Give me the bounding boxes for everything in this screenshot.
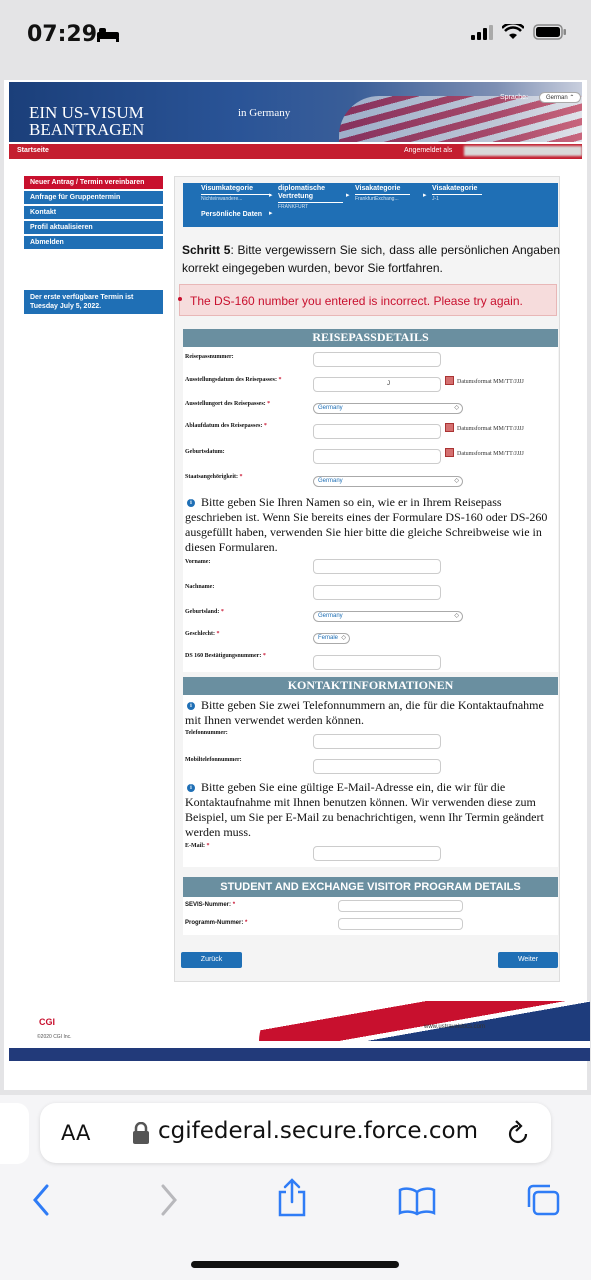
expiry-date-label: Ablaufdatum des Reisepasses: * xyxy=(185,423,267,429)
site-banner xyxy=(9,82,582,142)
first-name-input[interactable] xyxy=(313,559,441,574)
cgi-logo: CGI xyxy=(39,1017,56,1027)
sevis-section xyxy=(183,877,558,935)
step-arrow-icon: ▸ xyxy=(269,210,273,217)
top-nav-bar xyxy=(9,144,582,159)
lock-icon xyxy=(133,1122,149,1144)
reload-icon[interactable] xyxy=(506,1120,530,1146)
sidebar-item-group-appointment[interactable]: Anfrage für Gruppentermin xyxy=(24,191,163,204)
site-footer xyxy=(9,1001,590,1061)
next-button[interactable]: Weiter xyxy=(498,952,558,968)
step-diplomatic-post: diplomatische Vertretung FRANKFURT xyxy=(278,185,343,211)
status-bar xyxy=(0,0,591,72)
last-name-input[interactable] xyxy=(313,585,441,600)
phone-label: Telefonnummer: xyxy=(185,730,228,736)
share-icon[interactable] xyxy=(277,1178,307,1218)
phone-instructions: i Bitte geben Sie zwei Telefonnummern an, die für die Kontaktaufnahme mit Ihnen verwendet werden können. xyxy=(185,698,544,727)
reader-settings-button[interactable]: AA xyxy=(61,1121,91,1145)
email-label: E-Mail: * xyxy=(185,843,210,849)
last-name-label: Nachname: xyxy=(185,584,215,590)
battery-icon xyxy=(533,24,567,40)
ds160-input[interactable] xyxy=(313,655,441,670)
birth-date-input[interactable] xyxy=(313,449,441,464)
sidebar-item-profile[interactable]: Profil aktualisieren xyxy=(24,221,163,234)
sleep-focus-icon xyxy=(96,26,120,42)
email-input[interactable] xyxy=(313,846,441,861)
phone-input[interactable] xyxy=(313,734,441,749)
step-personal-data: Persönliche Daten xyxy=(201,211,263,218)
info-icon: i xyxy=(187,702,195,710)
progress-steps xyxy=(183,183,558,227)
footer-band xyxy=(9,1048,590,1061)
issue-place-select[interactable]: Germany ◇ xyxy=(313,403,463,414)
clock: 07:29 xyxy=(27,22,98,47)
step-arrow-icon: ▸ xyxy=(346,192,350,199)
passport-number-label: Reisepassnummer: xyxy=(185,354,234,360)
gender-label: Geschlecht: * xyxy=(185,631,220,637)
date-format-hint: Datumsformat MM/TT/JJJJ xyxy=(457,379,524,385)
passport-section xyxy=(183,329,558,672)
sidebar-item-contact[interactable]: Kontakt xyxy=(24,206,163,219)
name-instructions: i Bitte geben Sie Ihren Namen so ein, wie er in Ihrem Reisepass geschrieben ist. Wenn Sie bereits eines der Formulare DS-160 oder DS-260 ausgefüllt haben, verwenden Sie hier bitte die gleiche Schreibweise wie in diesen Formularen. xyxy=(185,495,548,554)
sidebar-nav xyxy=(24,176,163,251)
passport-heading: REISEPASSDETAILS xyxy=(183,329,558,347)
date-format-hint: Datumsformat MM/TT/JJJJ xyxy=(457,426,524,432)
issue-date-input[interactable]: J xyxy=(313,377,441,392)
birth-country-label: Geburtsland: * xyxy=(185,609,224,615)
program-number-input[interactable] xyxy=(338,918,463,930)
redacted-username xyxy=(464,146,582,156)
address-bar[interactable] xyxy=(40,1103,551,1163)
sevis-number-input[interactable] xyxy=(338,900,463,912)
forward-icon[interactable] xyxy=(159,1183,179,1217)
main-content xyxy=(174,176,560,982)
step-arrow-icon: ▸ xyxy=(423,192,427,199)
expiry-date-input[interactable] xyxy=(313,424,441,439)
copyright: ©2020 CGI Inc. xyxy=(37,1034,72,1040)
citizenship-label: Staatsangehörigkeit: * xyxy=(185,474,243,480)
step-arrow-icon: ▸ xyxy=(269,192,273,199)
tabs-icon[interactable] xyxy=(525,1183,561,1217)
back-button[interactable]: Zurück xyxy=(181,952,242,968)
calendar-icon[interactable] xyxy=(445,423,454,432)
site-title: EIN US-VISUM BEANTRAGEN xyxy=(29,103,145,139)
language-select[interactable]: German ⌃ xyxy=(539,92,581,103)
previous-tab-card[interactable] xyxy=(0,1103,29,1164)
first-name-label: Vorname: xyxy=(185,559,211,565)
program-number-label: Programm-Nummer: * xyxy=(185,920,248,926)
web-page xyxy=(4,80,587,1090)
mobile-input[interactable] xyxy=(313,759,441,774)
home-link[interactable]: Startseite xyxy=(17,147,49,154)
issue-place-label: Ausstellungort des Reisepasses: * xyxy=(185,401,271,407)
bookmarks-icon[interactable] xyxy=(398,1186,436,1216)
info-icon: i xyxy=(187,784,195,792)
calendar-icon[interactable] xyxy=(445,376,454,385)
birth-date-label: Geburtsdatum: xyxy=(185,449,225,455)
citizenship-select[interactable]: Germany ◇ xyxy=(313,476,463,487)
footer-decoration xyxy=(259,1001,590,1041)
url-text[interactable]: cgifederal.secure.force.com xyxy=(158,1118,479,1144)
cellular-signal-icon xyxy=(471,25,493,40)
birth-country-select[interactable]: Germany ◇ xyxy=(313,611,463,622)
error-message: The DS-160 number you entered is incorrect. Please try again. xyxy=(179,284,557,316)
wifi-icon xyxy=(502,24,524,40)
issue-date-label: Ausstellungsdatum des Reisepasses: * xyxy=(185,377,282,383)
step-visa-class: Visakategorie FrankfurtExchang... xyxy=(355,185,410,203)
step-instructions: Schritt 5: Bitte vergewissern Sie sich, dass alle persönlichen Angaben korrekt eingegeben wurden, bevor Sie fortfahren. xyxy=(182,243,560,275)
date-format-hint: Datumsformat MM/TT/JJJJ xyxy=(457,451,524,457)
contact-section xyxy=(183,677,558,867)
logged-in-label: Angemeldet als xyxy=(404,147,453,154)
gender-select[interactable]: Female ◇ xyxy=(313,633,350,644)
back-icon[interactable] xyxy=(31,1183,51,1217)
ds160-label: DS 160 Bestätigungsnummer: * xyxy=(185,653,266,659)
info-icon: i xyxy=(187,499,195,507)
calendar-icon[interactable] xyxy=(445,448,454,457)
sevis-number-label: SEVIS-Nummer: * xyxy=(185,902,236,908)
sidebar-item-new-application[interactable]: Neuer Antrag / Termin vereinbaren xyxy=(24,176,163,189)
step-visa-type: Visakategorie J-1 xyxy=(432,185,482,203)
email-instructions: i Bitte geben Sie eine gültige E-Mail-Adresse ein, die wir für die Kontaktaufnahme mit Ihnen benutzen können. Wir verwenden diese zum Beispiel, um Sie per E-Mail zu benachrichtigen, wenn Ihr Termin geändert werden muss. xyxy=(185,780,544,839)
home-indicator xyxy=(191,1261,399,1268)
passport-number-input[interactable] xyxy=(313,352,441,367)
sevis-heading: STUDENT AND EXCHANGE VISITOR PROGRAM DETAILS xyxy=(183,877,558,897)
site-subtitle: in Germany xyxy=(238,107,291,119)
footer-url[interactable]: www.ustraveldocs.com xyxy=(424,1024,486,1030)
availability-notice: Der erste verfügbare Termin ist Tuesday July 5, 2022. xyxy=(24,290,163,314)
sidebar-item-logout[interactable]: Abmelden xyxy=(24,236,163,249)
language-label: Sprache: xyxy=(500,94,529,101)
mobile-label: Mobiltelefonnummer: xyxy=(185,757,242,763)
contact-heading: KONTAKTINFORMATIONEN xyxy=(183,677,558,695)
step-visa-category: Visumkategorie Nichteinwandere... xyxy=(201,185,271,203)
